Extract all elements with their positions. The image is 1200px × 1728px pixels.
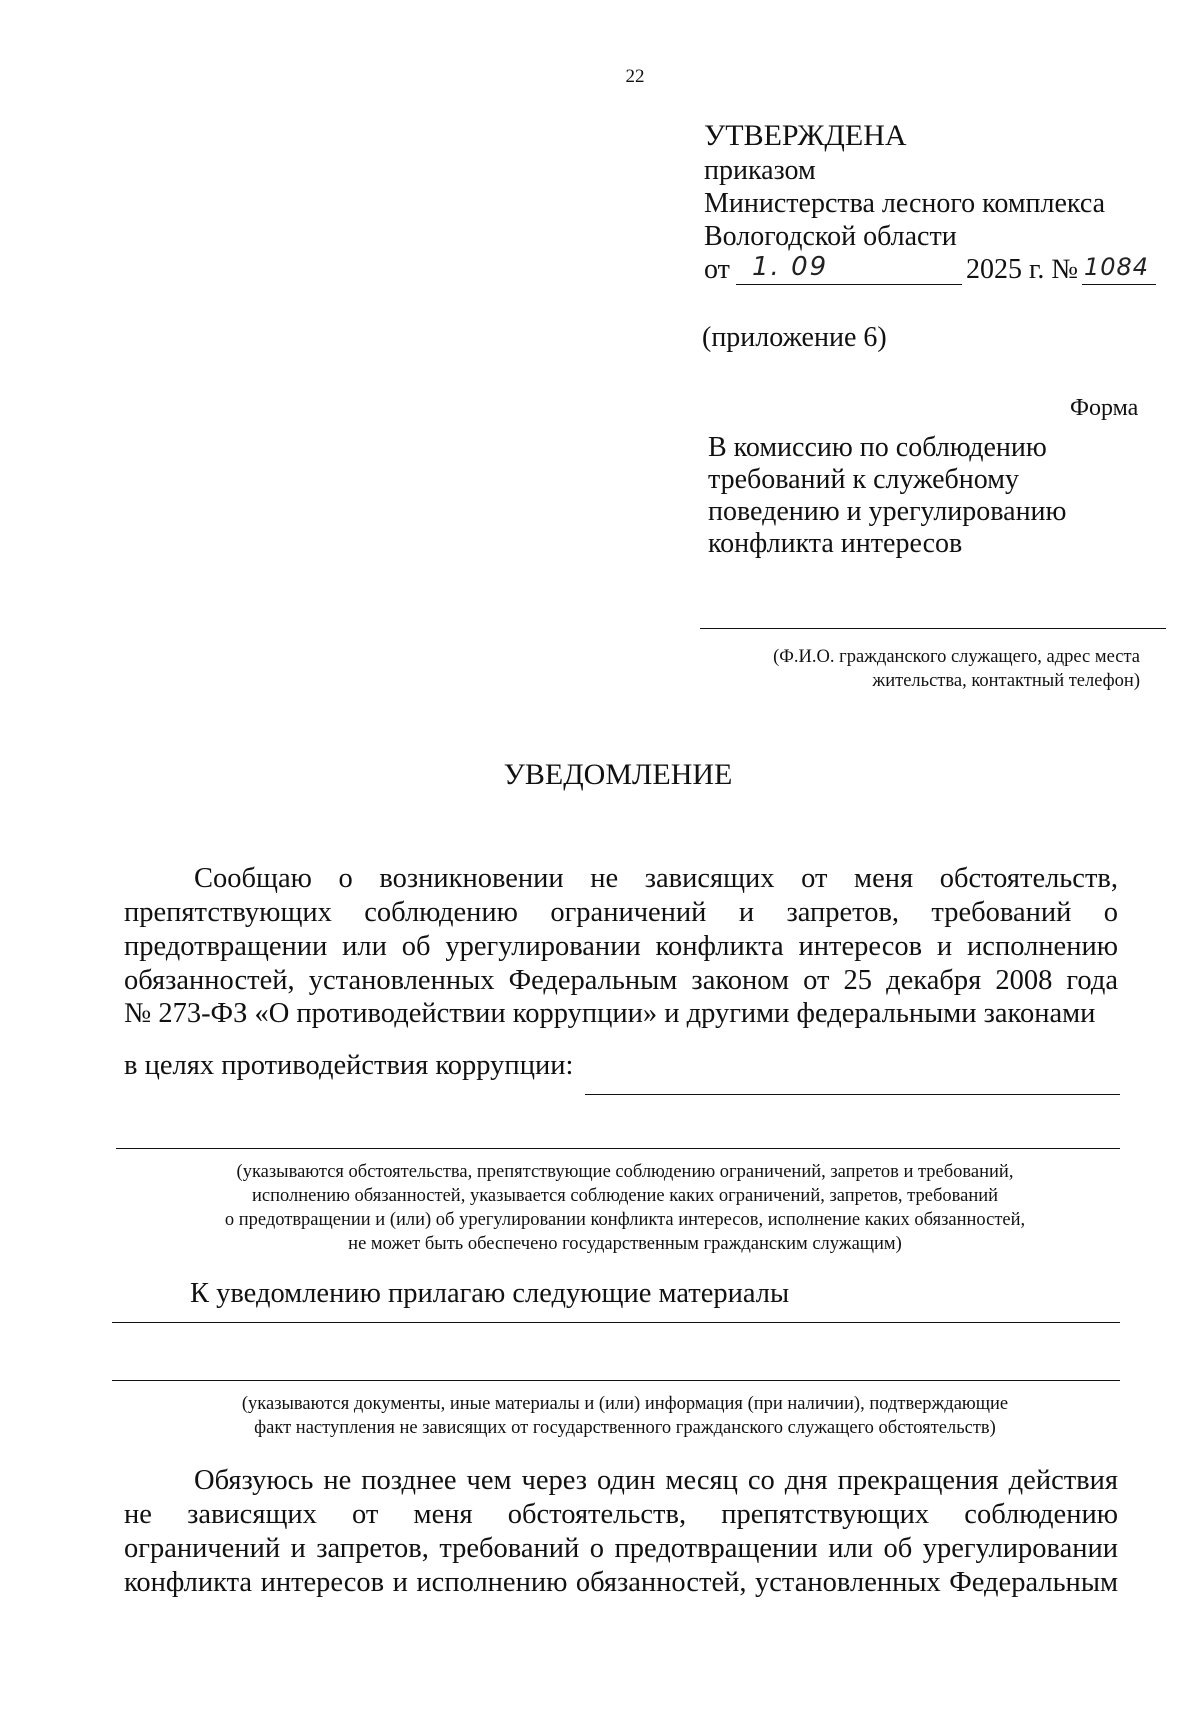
addressee-line-2: требований к служебному: [708, 464, 1019, 495]
circumstances-caption-line-4: не может быть обеспечено государственным гражданским служащим): [348, 1234, 902, 1254]
circumstances-caption-line-2: исполнению обязанностей, указывается соблюдение каких ограничений, запретов, требований: [251, 1186, 999, 1206]
circumstances-blank-line-1[interactable]: [585, 1094, 1120, 1095]
sender-caption-line-2: жительства, контактный телефон): [872, 671, 1140, 691]
circumstances-caption-line-3: о предотвращении и (или) об урегулировании конфликта интересов, исполнение каких обязанностей,: [224, 1210, 1026, 1230]
circumstances-caption-line-1: (указываются обстоятельства, препятствующие соблюдению ограничений, запретов и требований,: [236, 1162, 1014, 1182]
paragraph1-line-5: № 273-ФЗ «О противодействии коррупции» и другими федеральными законами: [124, 998, 1096, 1029]
paragraph2-line-3: ограничений и запретов, требований о предотвращении или об урегулировании: [124, 1533, 1118, 1564]
addressee-line-3: поведению и урегулированию: [708, 496, 1067, 527]
page-number: 22: [625, 66, 645, 87]
paragraph2-line-1: Обязуюсь не позднее чем через один месяц со дня прекращения действия: [194, 1465, 1118, 1496]
sender-caption: [700, 645, 1140, 693]
materials-caption: [130, 1392, 1120, 1440]
paragraph2-line-4: конфликта интересов и исполнению обязанностей, установленных Федеральным: [124, 1567, 1118, 1598]
paragraph1-line-6: в целях противодействия коррупции:: [124, 1050, 574, 1081]
approval-line-3: Вологодской области: [704, 221, 957, 252]
approval-block: [704, 118, 1150, 293]
order-from-label: от: [704, 254, 730, 285]
circumstances-blank-line-2[interactable]: [116, 1148, 1120, 1149]
addressee-line-4: конфликта интересов: [708, 528, 963, 559]
document-title: УВЕДОМЛЕНИЕ: [503, 758, 733, 791]
order-date-handwritten: 1. 09: [752, 252, 829, 282]
order-year-label: 2025 г. №: [966, 254, 1079, 285]
materials-caption-line-1: (указываются документы, иные материалы и (или) информация (при наличии), подтверждающие: [241, 1394, 1009, 1414]
materials-blank-line-2[interactable]: [112, 1380, 1120, 1381]
form-label: Форма: [1070, 395, 1139, 421]
materials-blank-line-1[interactable]: [112, 1322, 1120, 1323]
approval-title: УТВЕРЖДЕНА: [704, 119, 907, 152]
materials-caption-line-2: факт наступления не зависящих от государственного гражданского служащего обстоятельств): [254, 1418, 996, 1438]
order-date-number-line: [704, 252, 1150, 293]
paragraph1-line-4: обязанностей, установленных Федеральным законом от 25 декабря 2008 года: [124, 965, 1118, 996]
order-date-blank: [736, 284, 962, 285]
appendix-note: (приложение 6): [702, 322, 887, 353]
paragraph2-line-2: не зависящих от меня обстоятельств, препятствующих соблюдению: [124, 1499, 1118, 1530]
paragraph1-line-3: предотвращении или об урегулировании конфликта интересов и исполнению: [124, 931, 1118, 962]
sender-caption-line-1: (Ф.И.О. гражданского служащего, адрес места: [773, 647, 1140, 667]
paragraph1-line-1: Сообщаю о возникновении не зависящих от меня обстоятельств,: [194, 863, 1118, 894]
paragraph1-line-2: препятствующих соблюдению ограничений и запретов, требований о: [124, 897, 1118, 928]
approval-line-1: приказом: [704, 155, 816, 186]
order-number-blank: [1082, 284, 1156, 285]
order-number-handwritten: 1084: [1084, 253, 1150, 281]
approval-line-2: Министерства лесного комплекса: [704, 188, 1106, 219]
circumstances-caption: [130, 1160, 1120, 1256]
addressee-line-1: В комиссию по соблюдению: [708, 432, 1047, 463]
materials-label: К уведомлению прилагаю следующие материалы: [190, 1278, 790, 1309]
addressee-block: [708, 432, 1066, 560]
sender-blank-line[interactable]: [700, 628, 1166, 629]
